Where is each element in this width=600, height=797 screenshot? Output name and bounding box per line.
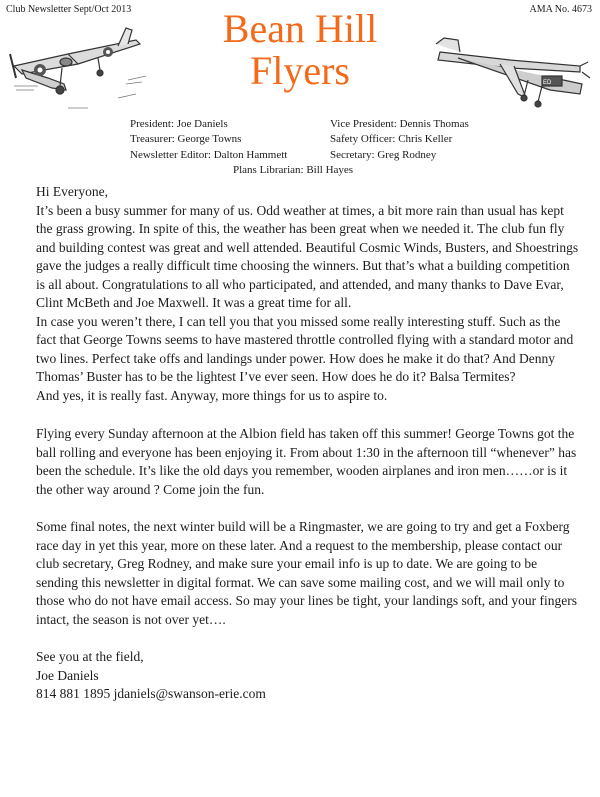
signature: Joe Daniels: [36, 667, 99, 683]
secretary: Secretary: Greg Rodney: [330, 149, 437, 161]
paragraph-fun-fly: It’s been a busy summer for many of us. Odd weather at times, a bit more rain than usual has kept the grass growing. In spite of this, the weather has been great when we needed it. The club fun fly and building contest was great and well attended. Beautiful Cosmic Winds, Busters, and Shoestrings gave the judges a really difficult time choosing the winners. But that’s what a building competition is all about. Congratulations to all who participated, and attended, and many thanks to Dave Evar, Clint McBeth and Joe Maxwell. It was a great time for all.: [36, 202, 579, 310]
greeting: Hi Everyone,: [36, 184, 108, 199]
paragraph-final-notes: Some final notes, the next winter build will be a Ringmaster, we are going to try and get a Foxberg race day in yet this year, more on these later. And a request to the membership, please contact our club secretary, Greg Rodney, and make sure your email info is up to date. We are going to be sending this newsletter in digital format. We can save some mailing cost, and we will mail only to those who do not have email access. So may your lines be tight, your landings soft, and your fingers intact, the season is not over yet….: [36, 519, 578, 627]
vintage-airplane-icon: [8, 24, 148, 116]
contact-info: 814 881 1895 jdaniels@swanson-erie.com: [36, 686, 266, 701]
paragraph-interesting-stuff: In case you weren’t there, I can tell you that you missed some really interesting stuff. Such as the fact that George Towns seems to have mastered throttle controlled flying with a standard motor and two lines. Perfect take offs and landings under power. How does he make it do that? And Denny Thomas’ Buster has to be the lightest I’ve ever seen. How does he do it? Balsa Termites?: [36, 313, 574, 384]
newsletter-body: [36, 183, 581, 704]
plans-librarian: Plans Librarian: Bill Hayes: [233, 164, 354, 176]
ama-number: AMA No. 4673: [529, 4, 592, 15]
closing: See you at the field,: [36, 649, 144, 664]
issue-label: Club Newsletter Sept/Oct 2013: [6, 4, 132, 15]
paragraph-sunday-flying: Flying every Sunday afternoon at the Albion field has taken off this summer! George Towns got the ball rolling and everyone has been enjoying it. From about 1:30 in the afternoon till “whenever” has been the schedule. It’s like the old days you remember, wooden airplanes and iron men……or is it the other way around ? Come join the fun.: [36, 426, 577, 497]
vice-president: Vice President: Dennis Thomas: [330, 118, 469, 130]
control-line-airplane-icon: [430, 22, 592, 112]
safety-officer: Safety Officer: Chris Keller: [330, 133, 453, 145]
treasurer: Treasurer: George Towns: [130, 133, 242, 145]
president: President: Joe Daniels: [130, 118, 228, 130]
paragraph-aspire: And yes, it is really fast. Anyway, more things for us to aspire to.: [36, 387, 388, 403]
title-line-2: Flyers: [250, 48, 350, 93]
title-line-1: Bean Hill: [222, 6, 378, 51]
newsletter-editor: Newsletter Editor: Dalton Hammett: [130, 149, 288, 161]
svg-text:ED: ED: [543, 80, 552, 86]
